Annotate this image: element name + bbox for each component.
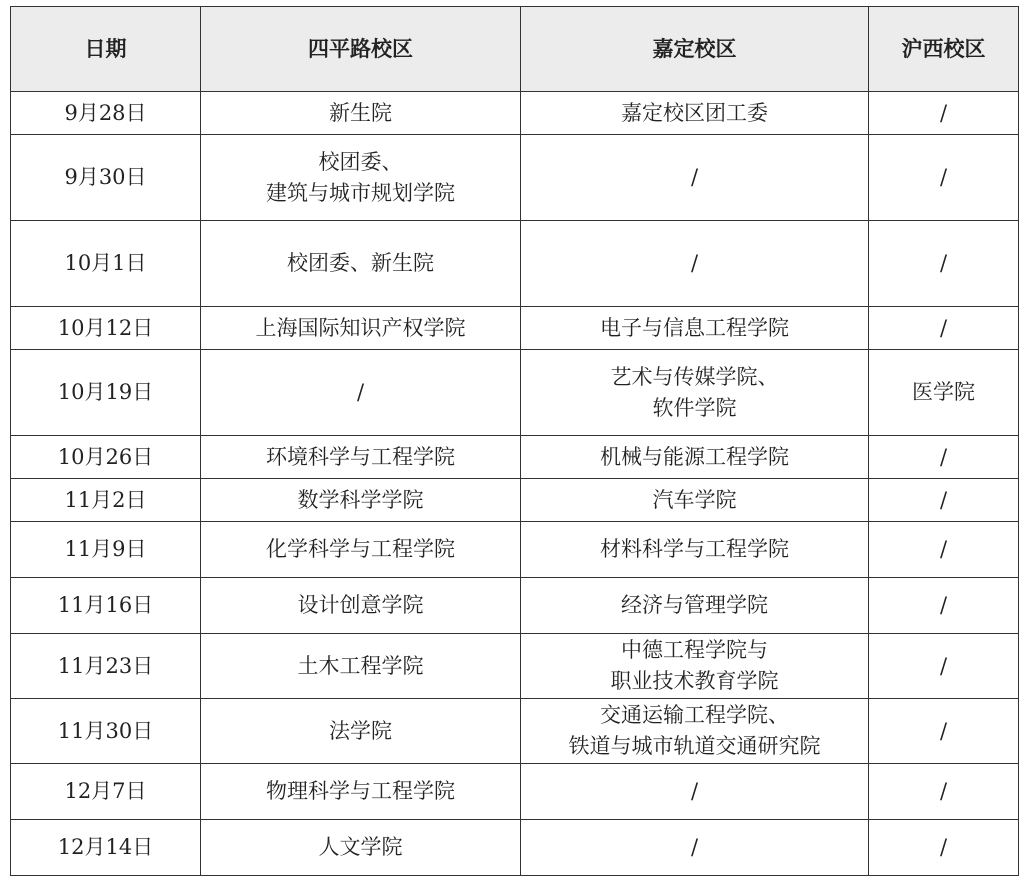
table-row [11, 92, 1019, 135]
row-jiading-cell-text: 汽车学院 [652, 487, 737, 512]
row-jiading-cell-text: / [690, 251, 699, 275]
row-date-cell-text: 9月28日 [64, 100, 147, 125]
header-date: 日期 [11, 7, 201, 92]
row-jiading-cell-text: 交通运输工程学院、 铁道与城市轨道交通研究院 [568, 703, 821, 758]
row-siping-cell-text: 物理科学与工程学院 [266, 779, 455, 803]
row-date-cell [11, 522, 201, 578]
table-row [11, 479, 1019, 522]
row-date-cell-text: 12月7日 [64, 779, 147, 803]
row-jiading-cell-text: 嘉定校区团工委 [621, 100, 768, 125]
row-huxi-cell [869, 135, 1019, 221]
row-huxi-cell-text: 医学院 [912, 380, 975, 404]
row-siping-cell-text: 法学院 [329, 718, 392, 743]
row-date-cell [11, 578, 201, 634]
row-huxi-cell-text: / [939, 653, 948, 678]
row-jiading-cell-text: 艺术与传媒学院、 软件学院 [610, 364, 779, 420]
row-siping-cell [201, 350, 521, 436]
row-siping-cell-text: 化学科学与工程学院 [266, 537, 455, 561]
header-siping-campus: 四平路校区 [201, 7, 521, 92]
row-jiading-cell-text: / [690, 835, 699, 859]
row-jiading-cell [521, 479, 869, 522]
row-jiading-cell-text: 机械与能源工程学院 [600, 444, 789, 469]
row-jiading-cell [521, 578, 869, 634]
row-jiading-cell-text: / [690, 779, 699, 803]
row-huxi-cell [869, 350, 1019, 436]
row-siping-cell [201, 307, 521, 350]
row-siping-cell-text: 校团委、 建筑与城市规划学院 [266, 149, 455, 205]
row-jiading-cell [521, 92, 869, 135]
row-siping-cell [201, 634, 521, 699]
row-date-cell [11, 307, 201, 350]
row-huxi-cell-text: / [939, 251, 948, 275]
row-jiading-cell-text: 经济与管理学院 [621, 593, 768, 617]
row-huxi-cell [869, 479, 1019, 522]
row-siping-cell [201, 522, 521, 578]
table-row [11, 578, 1019, 634]
row-date-cell [11, 479, 201, 522]
row-siping-cell-text: 人文学院 [318, 835, 403, 859]
row-date-cell-text: 11月2日 [64, 487, 147, 512]
row-date-cell [11, 634, 201, 699]
row-jiading-cell [521, 764, 869, 820]
row-huxi-cell [869, 92, 1019, 135]
row-jiading-cell [521, 699, 869, 764]
row-date-cell-text: 11月16日 [57, 593, 154, 617]
row-siping-cell-text: 上海国际知识产权学院 [255, 315, 466, 340]
row-siping-cell [201, 135, 521, 221]
row-huxi-cell [869, 634, 1019, 699]
row-jiading-cell-text: 电子与信息工程学院 [600, 315, 789, 340]
row-jiading-cell-text: 材料科学与工程学院 [600, 537, 789, 561]
header-huxi-campus: 沪西校区 [869, 7, 1019, 92]
row-date-cell [11, 764, 201, 820]
row-huxi-cell-text: / [939, 537, 948, 561]
row-date-cell-text: 10月19日 [57, 380, 154, 404]
row-siping-cell-text: 土木工程学院 [297, 653, 424, 678]
row-siping-cell-text: 数学科学学院 [297, 487, 424, 512]
row-huxi-cell [869, 764, 1019, 820]
row-date-cell [11, 92, 201, 135]
table-row [11, 764, 1019, 820]
table-row [11, 634, 1019, 699]
row-huxi-cell [869, 578, 1019, 634]
header-jiading-campus: 嘉定校区 [521, 7, 869, 92]
row-siping-cell [201, 92, 521, 135]
row-siping-cell [201, 578, 521, 634]
row-jiading-cell [521, 221, 869, 307]
row-jiading-cell [521, 436, 869, 479]
row-huxi-cell-text: / [939, 718, 948, 743]
row-jiading-cell [521, 820, 869, 876]
row-date-cell-text: 11月9日 [64, 537, 147, 561]
row-jiading-cell [521, 135, 869, 221]
row-siping-cell [201, 820, 521, 876]
row-huxi-cell-text: / [939, 487, 948, 512]
row-huxi-cell [869, 307, 1019, 350]
row-date-cell [11, 699, 201, 764]
row-jiading-cell [521, 522, 869, 578]
table-row [11, 135, 1019, 221]
row-date-cell [11, 436, 201, 479]
schedule-table [10, 6, 1019, 876]
row-date-cell-text: 9月30日 [64, 165, 147, 189]
row-date-cell-text: 10月1日 [64, 251, 147, 275]
row-siping-cell [201, 699, 521, 764]
table-row [11, 436, 1019, 479]
row-siping-cell [201, 479, 521, 522]
row-huxi-cell-text: / [939, 835, 948, 859]
header-row [11, 7, 1019, 92]
row-huxi-cell [869, 699, 1019, 764]
row-jiading-cell-text: 中德工程学院与 职业技术教育学院 [610, 638, 779, 693]
row-date-cell-text: 11月23日 [57, 653, 154, 678]
row-jiading-cell [521, 307, 869, 350]
row-jiading-cell [521, 350, 869, 436]
row-date-cell [11, 135, 201, 221]
row-siping-cell [201, 221, 521, 307]
row-siping-cell [201, 764, 521, 820]
row-siping-cell-text: 环境科学与工程学院 [266, 444, 455, 469]
row-siping-cell-text: 新生院 [329, 100, 392, 125]
table-row [11, 221, 1019, 307]
row-date-cell [11, 820, 201, 876]
row-siping-cell-text: / [356, 380, 365, 404]
table-row [11, 307, 1019, 350]
row-huxi-cell-text: / [939, 444, 948, 469]
row-siping-cell [201, 436, 521, 479]
row-date-cell [11, 221, 201, 307]
row-date-cell [11, 350, 201, 436]
row-jiading-cell [521, 634, 869, 699]
row-siping-cell-text: 设计创意学院 [297, 593, 424, 617]
row-huxi-cell [869, 522, 1019, 578]
row-huxi-cell [869, 221, 1019, 307]
row-jiading-cell-text: / [690, 165, 699, 189]
schedule-body [11, 92, 1019, 876]
row-huxi-cell-text: / [939, 165, 948, 189]
row-date-cell-text: 10月12日 [57, 315, 154, 340]
row-date-cell-text: 10月26日 [57, 444, 154, 469]
row-huxi-cell-text: / [939, 315, 948, 340]
row-huxi-cell-text: / [939, 100, 948, 125]
table-row [11, 699, 1019, 764]
row-huxi-cell-text: / [939, 593, 948, 617]
row-huxi-cell-text: / [939, 779, 948, 803]
row-date-cell-text: 12月14日 [57, 835, 154, 859]
row-huxi-cell [869, 820, 1019, 876]
row-date-cell-text: 11月30日 [57, 718, 154, 743]
row-huxi-cell [869, 436, 1019, 479]
table-row [11, 522, 1019, 578]
table-row [11, 820, 1019, 876]
table-row [11, 350, 1019, 436]
row-siping-cell-text: 校团委、新生院 [287, 251, 434, 275]
